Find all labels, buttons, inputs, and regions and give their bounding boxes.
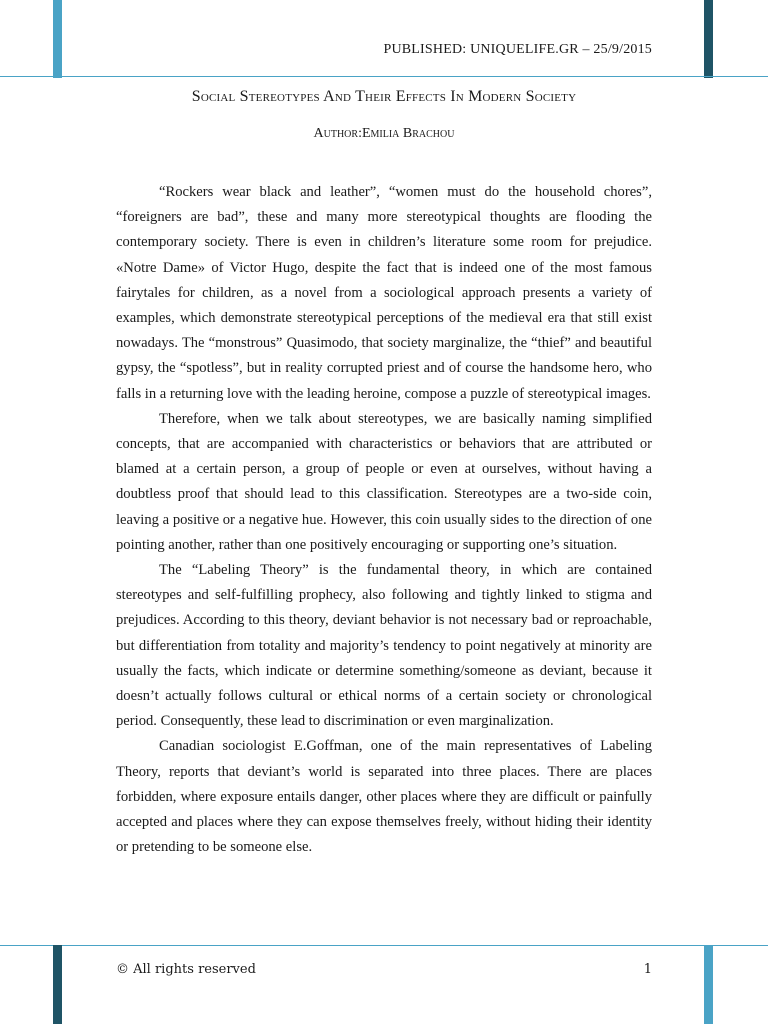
document-body [116, 180, 652, 860]
body-paragraph-1: “Rockers wear black and leather”, “women must do the household chores”, “foreigners are bad”, these and many more stereotypical thoughts are flooding the contemporary society. There is even in children’s literature some room for prejudice. «Notre Dame» of Victor Hugo, despite the fact that is indeed one of the most famous fairytales for children, as a novel from a sociological approach presents a variety of examples, which demonstrate stereotypical perceptions of the medieval era that still exist nowadays. The “monstrous” Quasimodo, that society marginalize, the “thief” and beautiful gypsy, the “spotless”, but in reality corrupted priest and of course the handsome hero, who falls in a returning love with the leading heroine, compose a puzzle of stereotypical images. [116, 184, 652, 402]
page-number: 1 [643, 962, 652, 977]
document-author: Author:Emilia Brachou [313, 126, 455, 141]
body-paragraph-3: The “Labeling Theory” is the fundamental theory, in which are contained stereotypes and self-fulfilling prophecy, also following and tightly linked to stigma and prejudices. According to this theory, deviant behavior is not necessary bad or reproachable, but differentiation from totality and majority’s tendency to point negatively at minority are usually the facts, which indicate or determine something/someone as deviant, because it doesn’t actually follows cultural or ethical norms of a certain society or chronological period. Consequently, these lead to discrimination or even marginalization. [116, 562, 652, 730]
decorative-bar-bottom-right [704, 945, 713, 1024]
body-paragraph-2: Therefore, when we talk about stereotypes, we are basically naming simplified concepts, that are accompanied with characteristics or behaviors that are attributed or blamed at a certain person, a group of people or even at ourselves, without having a doubtless proof that should lead to this classification. Stereotypes are a two-side coin, leaving a positive or a negative hue. However, this coin usually sides to the direction of one pointing another, rather than one positively encouraging or supporting one’s situation. [116, 410, 652, 553]
footer-divider [0, 945, 768, 946]
published-header: PUBLISHED: UNIQUELIFE.GR – 25/9/2015 [383, 42, 652, 57]
body-paragraph-4: Canadian sociologist E.Goffman, one of the main representatives of Labeling Theory, reports that deviant’s world is separated into three places. There are places forbidden, where exposure entails danger, other places where they are difficult or painfully accepted and places where they can expose themselves freely, without hiding their identity or pretending to be someone else. [116, 738, 652, 856]
document-title: Social Stereotypes And Their Effects In Modern Society [191, 88, 577, 105]
decorative-bar-top-right [704, 0, 713, 78]
decorative-bar-bottom-left [53, 945, 62, 1024]
decorative-bar-top-left [53, 0, 62, 78]
header-divider [0, 76, 768, 77]
copyright-notice: © All rights reserved [116, 962, 256, 977]
